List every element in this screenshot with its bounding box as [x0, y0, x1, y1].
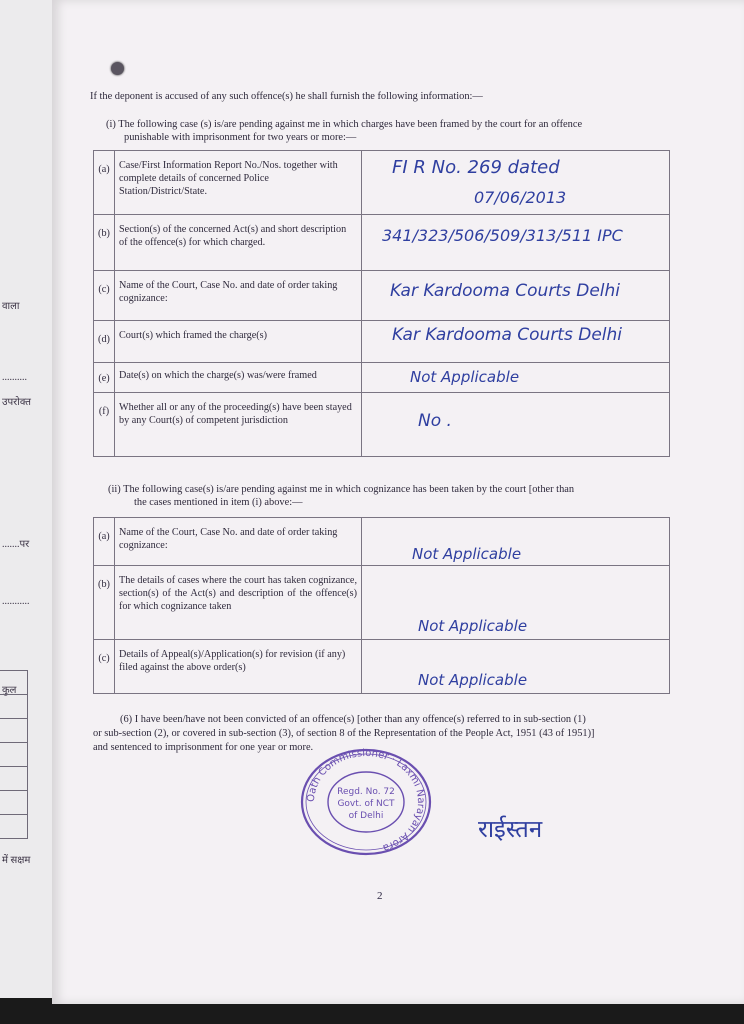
row-label: (a) — [94, 151, 115, 215]
handwritten-signature: राईस्तन — [478, 815, 543, 843]
margin-fragment: .......पर — [2, 539, 30, 550]
stamp-line: Regd. No. 72 — [337, 787, 395, 797]
table-row — [94, 363, 670, 393]
table-row — [94, 151, 670, 215]
row-question: Section(s) of the concerned Act(s) and short description of the offence(s) for which charged. — [115, 215, 362, 271]
row-question: Whether all or any of the proceeding(s) have been stayed by any Court(s) of competent jurisdiction — [115, 393, 362, 457]
margin-fragment: उपरोक्त — [2, 397, 31, 408]
section-i-table — [93, 150, 670, 457]
row-answer — [362, 271, 670, 321]
margin-fragment: कुल — [2, 685, 17, 696]
oath-commissioner-stamp — [300, 748, 432, 856]
margin-fragment: ........... — [2, 596, 30, 607]
stamp-line: Govt. of NCT — [337, 799, 395, 809]
table-row — [94, 566, 670, 640]
section-ii-heading-cont: the cases mentioned in item (i) above:— — [134, 497, 303, 508]
punch-hole — [111, 62, 124, 75]
row-answer — [362, 566, 670, 640]
handwritten-answer: Not Applicable — [418, 617, 528, 635]
table-row — [94, 640, 670, 694]
section-ii-table — [93, 517, 670, 694]
section-ii-heading: (ii) The following case(s) is/are pending against me in which cognizance has been taken by the court [other than — [108, 484, 575, 495]
underlying-page-edge — [0, 0, 55, 998]
clause-6-line2: or sub-section (2), or covered in sub-section (3), of section 8 of the Representation of the People Act, 1951 (43 of 1951)] — [93, 728, 595, 739]
table-row — [94, 393, 670, 457]
table-row — [94, 215, 670, 271]
handwritten-answer: No . — [418, 411, 452, 431]
row-question: Case/First Information Report No./Nos. together with complete details of concerned Police Station/District/State. — [115, 151, 362, 215]
section-i-heading-cont: punishable with imprisonment for two years or more:— — [124, 132, 357, 143]
stamp-line: of Delhi — [348, 811, 384, 821]
clause-6-line3: and sentenced to imprisonment for one year or more. — [93, 742, 314, 753]
row-label: (d) — [94, 321, 115, 363]
row-label: (c) — [94, 271, 115, 321]
row-question: Court(s) which framed the charge(s) — [115, 321, 362, 363]
row-question: The details of cases where the court has taken cognizance, section(s) of the Act(s) and description of the offence(s) for which cognizance taken — [115, 566, 362, 640]
handwritten-answer: FI R No. 269 dated — [392, 157, 560, 178]
row-label: (e) — [94, 363, 115, 393]
margin-fragment: वाला — [2, 301, 20, 312]
section-i-heading: (i) The following case (s) is/are pending against me in which charges have been framed by the court for an offence — [106, 119, 583, 130]
handwritten-answer: Not Applicable — [410, 368, 520, 386]
stamp-ring-text: Oath Commissioner · Laxmi Narayan Arora — [305, 748, 427, 854]
row-label: (f) — [94, 393, 115, 457]
table-row — [94, 321, 670, 363]
row-answer — [362, 640, 670, 694]
handwritten-answer: Kar Kardooma Courts Delhi — [392, 325, 623, 345]
row-question: Name of the Court, Case No. and date of order taking cognizance: — [115, 271, 362, 321]
row-label: (b) — [94, 566, 115, 640]
handwritten-answer: 07/06/2013 — [474, 188, 567, 207]
handwritten-answer: Not Applicable — [418, 671, 528, 689]
margin-fragment: .......... — [2, 372, 27, 383]
table-row — [94, 271, 670, 321]
margin-table-fragment — [0, 670, 28, 839]
row-answer — [362, 518, 670, 566]
row-answer — [362, 363, 670, 393]
clause-6-line1: (6) I have been/have not been convicted of an offence(s) [other than any offence(s) referred to in sub-section (1) — [120, 714, 586, 725]
handwritten-answer: Not Applicable — [412, 545, 522, 563]
row-answer — [362, 393, 670, 457]
table-row — [94, 518, 670, 566]
row-question: Name of the Court, Case No. and date of order taking cognizance: — [115, 518, 362, 566]
row-label: (a) — [94, 518, 115, 566]
row-answer — [362, 151, 670, 215]
page-number: 2 — [377, 890, 383, 902]
row-question: Date(s) on which the charge(s) was/were framed — [115, 363, 362, 393]
row-answer — [362, 215, 670, 271]
row-label: (c) — [94, 640, 115, 694]
margin-fragment: में सक्षम — [2, 855, 31, 866]
row-question: Details of Appeal(s)/Application(s) for revision (if any) filed against the above order(s) — [115, 640, 362, 694]
handwritten-answer: 341/323/506/509/313/511 IPC — [382, 226, 623, 245]
row-answer — [362, 321, 670, 363]
handwritten-answer: Kar Kardooma Courts Delhi — [390, 281, 621, 301]
row-label: (b) — [94, 215, 115, 271]
intro-text: If the deponent is accused of any such offence(s) he shall furnish the following information:— — [90, 91, 483, 102]
